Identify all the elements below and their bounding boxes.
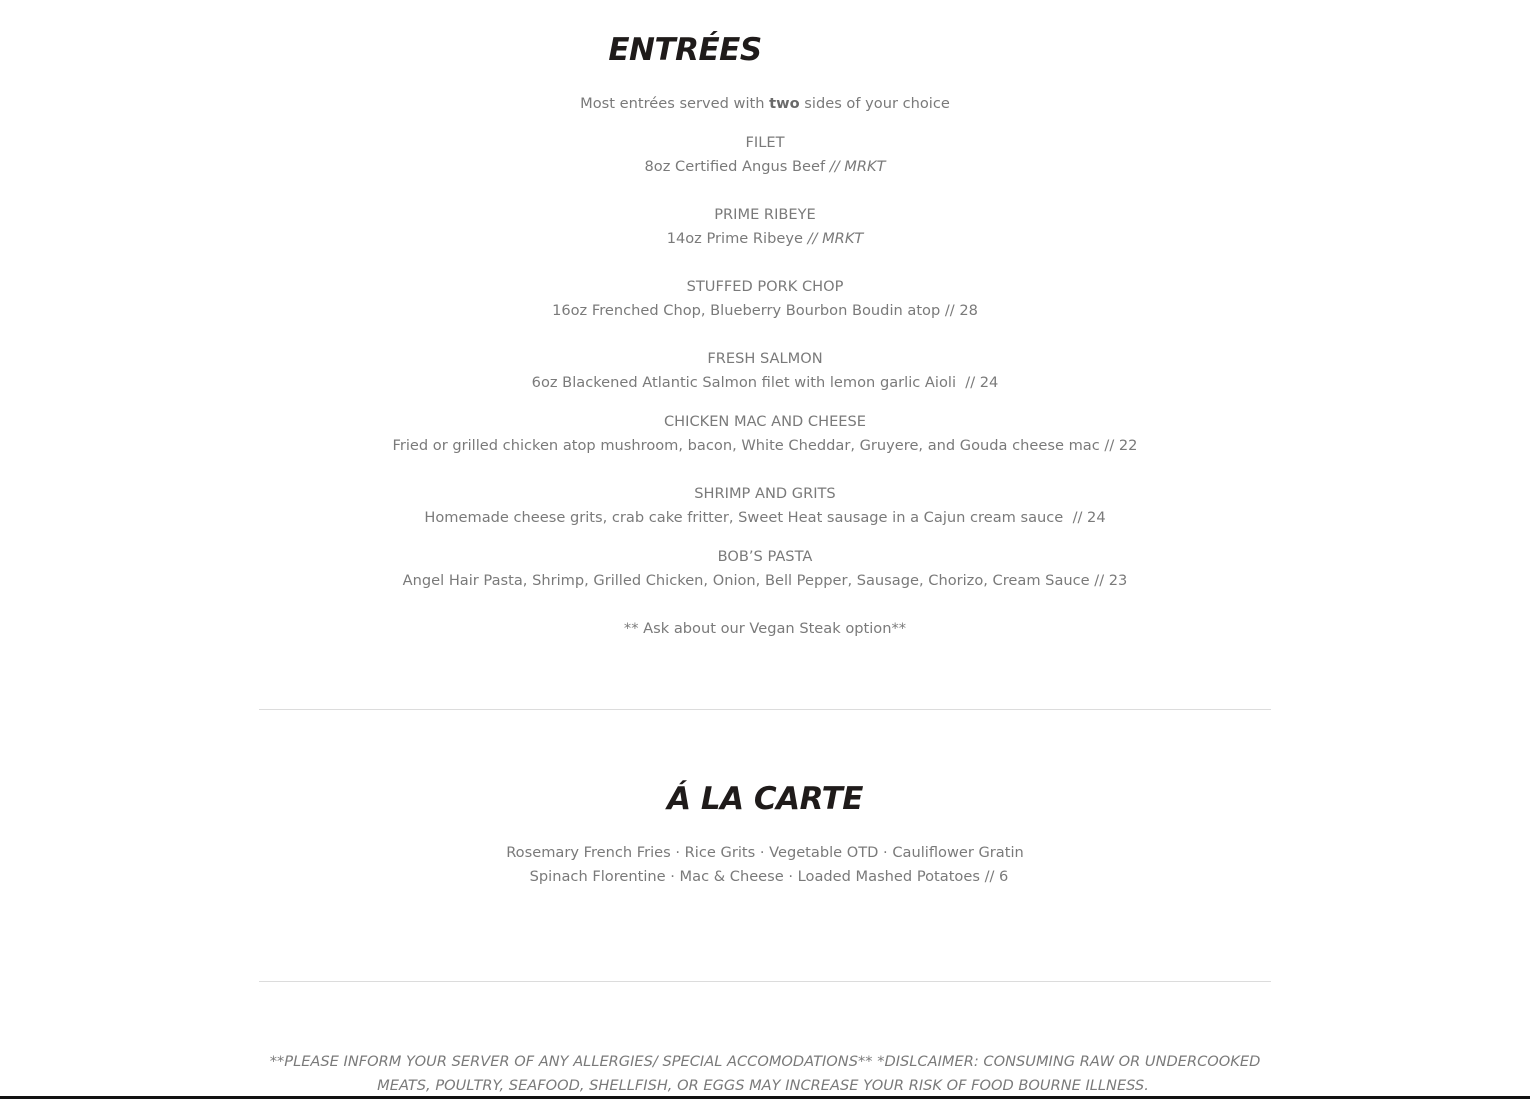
vegan-note: ** Ask about our Vegan Steak option** — [623, 620, 907, 637]
menu-item-desc-text: 14oz Prime Ribeye — [666, 230, 803, 247]
menu-item-desc-prime-ribeye — [0, 227, 1530, 251]
entrees-intro-bold: two — [769, 95, 800, 112]
menu-item-desc-chicken-mac: Fried or grilled chicken atop mushroom, bacon, White Cheddar, Gruyere, and Gouda cheese mac // 22 — [392, 437, 1138, 454]
menu-item-desc-filet — [0, 155, 1530, 179]
menu-item-desc-stuffed-pork-chop: 16oz Frenched Chop, Blueberry Bourbon Boudin atop // 28 — [552, 302, 978, 319]
a-la-carte-line-2: Spinach Florentine · Mac & Cheese · Loaded Mashed Potatoes // 6 — [529, 868, 1009, 885]
a-la-carte-heading: Á LA CARTE — [667, 781, 863, 817]
menu-item-name-filet: FILET — [745, 134, 785, 151]
entrees-heading: ENTRÉES — [608, 32, 762, 68]
entrees-intro-after: sides of your choice — [799, 95, 950, 112]
menu-item-desc-bobs-pasta: Angel Hair Pasta, Shrimp, Grilled Chicken, Onion, Bell Pepper, Sausage, Chorizo, Cream Sauce // 23 — [402, 572, 1128, 589]
menu-item-desc-text: 8oz Certified Angus Beef — [644, 158, 826, 175]
menu-item-name-fresh-salmon: FRESH SALMON — [707, 350, 823, 367]
menu-item-price: // MRKT — [802, 230, 864, 247]
menu-item-name-bobs-pasta: BOB’S PASTA — [717, 548, 813, 565]
entrees-intro-before: Most entrées served with — [580, 95, 770, 112]
section-divider — [259, 981, 1271, 982]
menu-item-price: // MRKT — [825, 158, 886, 175]
allergy-disclaimer-line-2: MEATS, POULTRY, SEAFOOD, SHELLFISH, OR EGGS MAY INCREASE YOUR RISK OF FOOD BOURNE ILLNESS. — [377, 1077, 1149, 1094]
menu-item-name-prime-ribeye: PRIME RIBEYE — [714, 206, 816, 223]
menu-item-name-shrimp-grits: SHRIMP AND GRITS — [694, 485, 836, 502]
allergy-disclaimer-line-1: **PLEASE INFORM YOUR SERVER OF ANY ALLERGIES/ SPECIAL ACCOMODATIONS** *DISLCAIMER: CONSUMING RAW OR UNDERCOOKED — [269, 1053, 1261, 1070]
a-la-carte-line-1: Rosemary French Fries · Rice Grits · Vegetable OTD · Cauliflower Gratin — [506, 844, 1024, 861]
entrees-intro — [0, 92, 1530, 116]
menu-item-name-stuffed-pork-chop: STUFFED PORK CHOP — [686, 278, 844, 295]
menu-item-desc-fresh-salmon: 6oz Blackened Atlantic Salmon filet with lemon garlic Aioli // 24 — [531, 374, 999, 391]
section-divider — [259, 709, 1271, 710]
menu-item-name-chicken-mac: CHICKEN MAC AND CHEESE — [663, 413, 867, 430]
menu-item-desc-shrimp-grits: Homemade cheese grits, crab cake fritter, Sweet Heat sausage in a Cajun cream sauce // 24 — [424, 509, 1106, 526]
